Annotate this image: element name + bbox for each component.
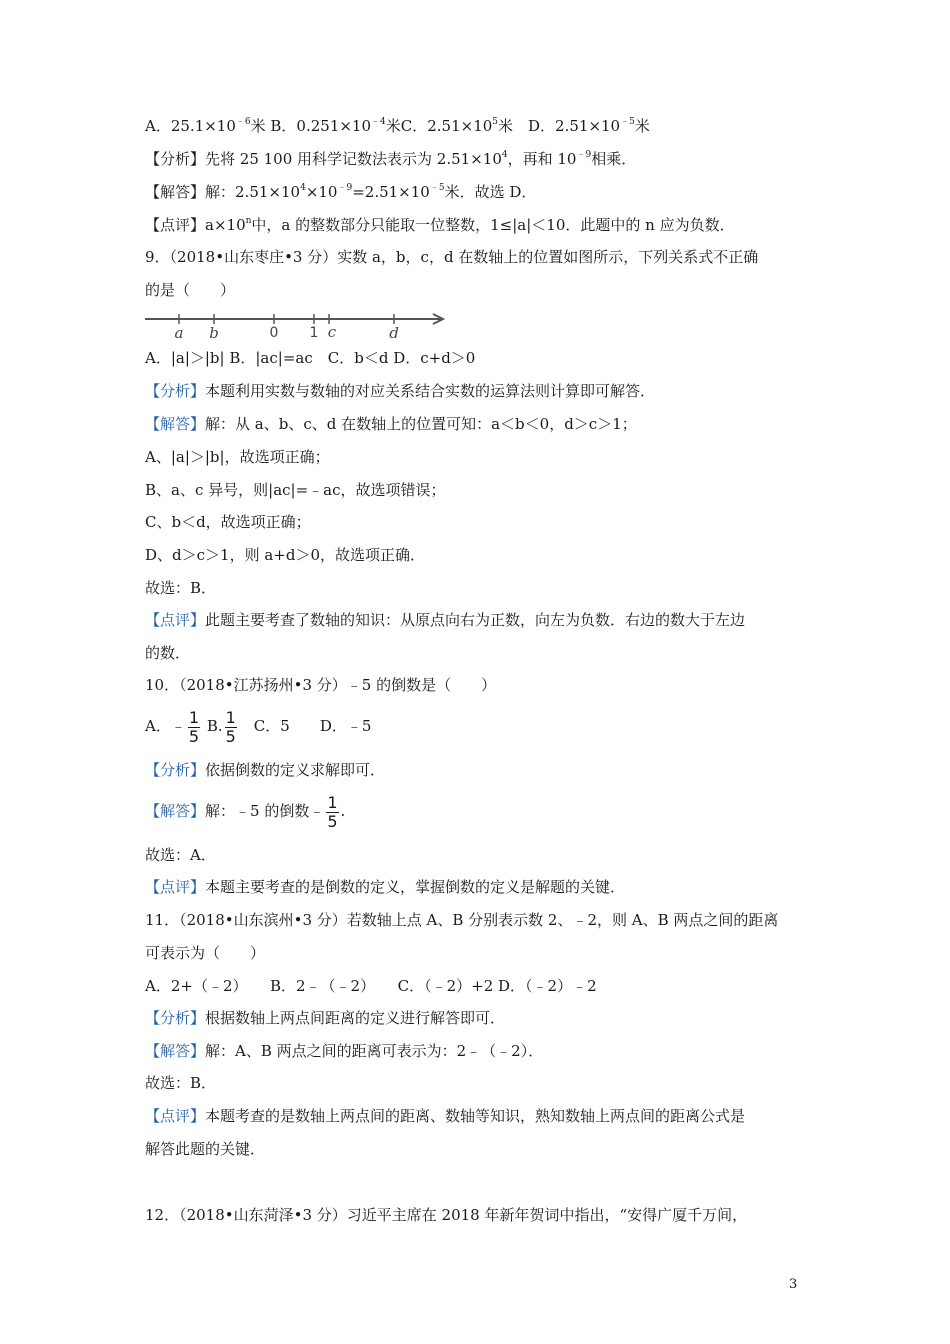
q10-analysis: 【分析】依据倒数的定义求解即可．: [145, 761, 386, 779]
q10-comment: 【点评】本题主要考查的是倒数的定义，掌握倒数的定义是解题的关键．: [145, 878, 626, 896]
q9-stem-line1: 9．（2018•山东枣庄•3 分）实数 a，b，c，d 在数轴上的位置如图所示，下列关系式不正确: [145, 248, 759, 266]
q9-analysis: 【分析】本题利用实数与数轴的对应关系结合实数的运算法则计算即可解答．: [145, 382, 656, 400]
number-line-figure: [143, 310, 453, 342]
q11-comment-line1: 【点评】本题考查的是数轴上两点间的距离、数轴等知识，熟知数轴上两点间的距离公式是: [145, 1107, 746, 1125]
q12-stem: 12．（2018•山东菏泽•3 分）习近平主席在 2018 年新年贺词中指出，“安得广厦千万间，: [145, 1206, 748, 1224]
fraction-answer: $\frac{1}{5}$: [327, 792, 338, 831]
q11-answer: 【解答】解：A、B 两点之间的距离可表示为：2﹣（﹣2）．: [145, 1042, 544, 1060]
label-0: 0: [269, 325, 279, 341]
q11-stem-line1: 11．（2018•山东滨州•3 分）若数轴上点 A、B 分别表示数 2、﹣2，则 A、B 两点之间的距离: [145, 911, 779, 929]
label-c: c: [327, 323, 337, 341]
q8-comment: 【点评】$a\times 10^n$中，a 的整数部分只能取一位整数，1≤|a|＜10．此题中的 n 应为负数．: [145, 216, 735, 234]
q9-stem-line2: 的是（ ）: [145, 281, 236, 299]
q11-stem-line2: 可表示为（ ）: [145, 944, 266, 962]
q9-options: A．|a|＞|b| B．|ac|=ac C．b＜d D．c+d＞0: [145, 349, 476, 367]
label-1: 1: [309, 325, 319, 341]
q9-comment-line2: 的数．: [145, 644, 191, 662]
q8-analysis: 【分析】先将 25 100 用科学记数法表示为 $2.51\times 10^4$，再和 $10^{﹣9}$相乘．: [145, 150, 637, 168]
fraction-b: $\frac{1}{5}$: [225, 707, 236, 746]
q11-options: A．2+（﹣2） B．2﹣（﹣2） C．（﹣2）+2 D．（﹣2）﹣2: [145, 977, 597, 995]
q8-answer: 【解答】解：$2.51\times 10^4\times 10^{﹣9}=2.51\times 10^{﹣5}$米．故选 D．: [145, 183, 537, 201]
label-b: b: [209, 324, 219, 342]
page-number: 3: [789, 1277, 798, 1292]
label-a: a: [174, 324, 184, 342]
q11-analysis: 【分析】根据数轴上两点间距离的定义进行解答即可．: [145, 1009, 506, 1027]
q8-options: A．$25.1\times 10^{﹣6}$米 B．$0.251\times 10^{﹣4}$米C．$2.51\times 10^5$米 D．$2.51\times 10^{﹣5}$米: [145, 117, 650, 135]
label-d: d: [389, 324, 399, 342]
q11-comment-line2: 解答此题的关键．: [145, 1140, 266, 1158]
q9-answer-b: B、a、c 异号，则|ac|=﹣ac，故选项错误；: [145, 481, 446, 499]
q9-answer-d: D、d＞c＞1，则 a+d＞0，故选项正确．: [145, 546, 425, 564]
q9-choose: 故选：B．: [145, 579, 217, 597]
q10-choose: 故选：A．: [145, 846, 216, 864]
fraction-a: $\frac{1}{5}$: [188, 707, 200, 746]
q10-answer: 【解答】解：﹣5 的倒数﹣ $\frac{1}{5}$ .: [145, 792, 346, 831]
q11-choose: 故选：B．: [145, 1074, 217, 1092]
q9-answer-a: A、|a|＞|b|，故选项正确；: [145, 448, 330, 466]
q9-comment-line1: 【点评】此题主要考查了数轴的知识：从原点向右为正数，向左为负数．右边的数大于左边: [145, 611, 746, 629]
q9-answer: 【解答】解：从 a、b、c、d 在数轴上的位置可知：a＜b＜0，d＞c＞1；: [145, 415, 637, 433]
q10-options: A．﹣ $\frac{1}{5}$ B. $\frac{1}{5}$ C．5 D．﹣5: [145, 707, 372, 746]
q10-stem: 10．（2018•江苏扬州•3 分）﹣5 的倒数是（ ）: [145, 676, 497, 694]
q9-answer-c: C、b＜d，故选项正确；: [145, 513, 311, 531]
